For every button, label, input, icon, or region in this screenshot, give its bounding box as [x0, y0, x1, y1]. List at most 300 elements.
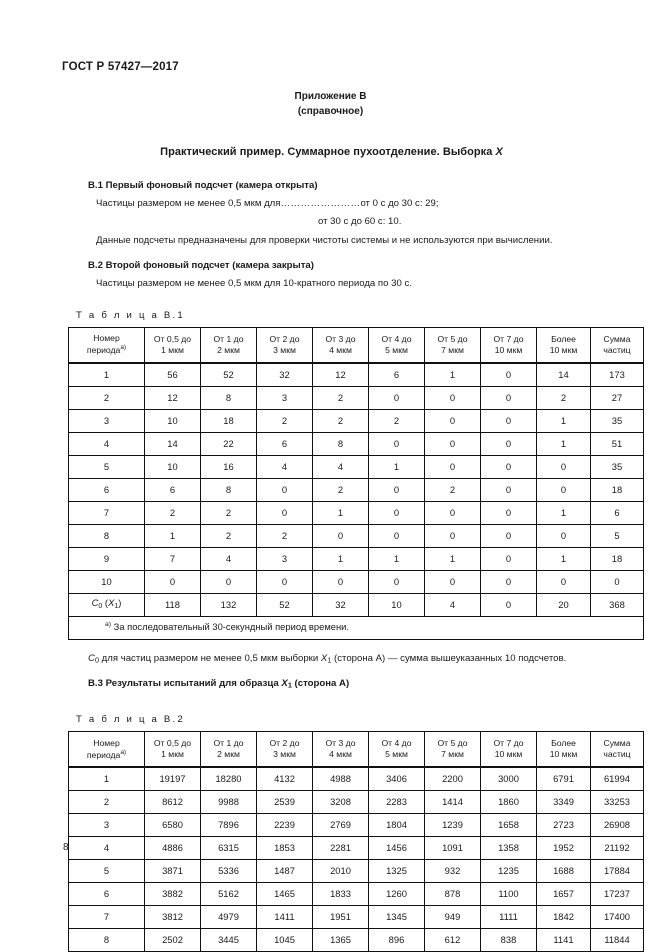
cell: 3871	[145, 859, 201, 882]
cell: 0	[313, 570, 369, 593]
cell: 5162	[201, 882, 257, 905]
cell: 0	[481, 478, 537, 501]
cell: 8612	[145, 790, 201, 813]
cell: 878	[425, 882, 481, 905]
cell: 2	[257, 524, 313, 547]
col-header-1-2-l1: От 1 до	[213, 333, 244, 344]
page-title-variable: X	[495, 146, 503, 158]
table-row	[69, 928, 644, 951]
cell: 4	[313, 455, 369, 478]
cell: 1	[313, 501, 369, 524]
cell: 27	[591, 386, 644, 409]
cell: 4132	[257, 767, 313, 790]
cell: 0	[481, 524, 537, 547]
cell: 0	[425, 386, 481, 409]
cell: 0	[481, 570, 537, 593]
cell: 3349	[537, 790, 591, 813]
cell: 2539	[257, 790, 313, 813]
table-b1-header-row	[69, 327, 644, 363]
col-header-total	[591, 731, 644, 767]
cell: 1	[369, 547, 425, 570]
cell: 6791	[537, 767, 591, 790]
cell: 3812	[145, 905, 201, 928]
section-b1-line3: Данные подсчеты предназначены для проверки чистоты системы и не используются при вычислении.	[96, 234, 553, 246]
col-header-total-l2: частиц	[603, 344, 631, 355]
cell: 1688	[537, 859, 591, 882]
cell: 1951	[313, 905, 369, 928]
col-header-1-2-l2: 2 мкм	[217, 344, 240, 355]
cell: 1487	[257, 859, 313, 882]
table-b2-head	[69, 731, 644, 767]
col-header-4-5-l1: От 4 до	[381, 333, 412, 344]
col-header-7-10-l2: 10 мкм	[494, 344, 523, 355]
col-header-0.5-1-l1: От 0,5 до	[153, 737, 192, 748]
cell: 1325	[369, 859, 425, 882]
b3-heading-var: X	[281, 678, 288, 690]
table-row	[69, 547, 644, 570]
cell: 3000	[481, 767, 537, 790]
page-title	[68, 146, 595, 158]
col-header-7-10	[481, 327, 537, 363]
col-header-3-4-l2: 4 мкм	[329, 748, 352, 759]
cell: 612	[425, 928, 481, 951]
cell: 1860	[481, 790, 537, 813]
col-header-7-10-l1: От 7 до	[493, 737, 524, 748]
cell: 1	[369, 455, 425, 478]
table-row	[69, 524, 644, 547]
cell: 0	[537, 455, 591, 478]
cell: 1	[537, 432, 591, 455]
cell: 1657	[537, 882, 591, 905]
c0-explanation	[68, 652, 595, 667]
cell: 2723	[537, 813, 591, 836]
footnote-marker: а)	[105, 621, 112, 629]
cell: 52	[201, 363, 257, 386]
cell: 8	[313, 432, 369, 455]
cell: 1239	[425, 813, 481, 836]
table-row	[69, 409, 644, 432]
cell: 0	[425, 455, 481, 478]
cell: 0	[257, 478, 313, 501]
table-row	[69, 836, 644, 859]
table-row	[69, 501, 644, 524]
cell: 52	[257, 593, 313, 616]
cell: 6	[69, 882, 145, 905]
cell: 0	[369, 432, 425, 455]
cell: 1345	[369, 905, 425, 928]
cell: 14	[145, 432, 201, 455]
cell: 0	[481, 501, 537, 524]
cell: 20	[537, 593, 591, 616]
cell: 10	[369, 593, 425, 616]
cell: 0	[481, 386, 537, 409]
cell: 838	[481, 928, 537, 951]
footnote-text: За последовательный 30-секундный период времени.	[111, 621, 350, 633]
cell: 2502	[145, 928, 201, 951]
cell: 1260	[369, 882, 425, 905]
cell: 0	[369, 570, 425, 593]
cell: 0	[257, 570, 313, 593]
col-header-0.5-1-l2: 1 мкм	[161, 344, 184, 355]
col-header-5-7-l1: От 5 до	[437, 333, 468, 344]
cell: 10	[69, 570, 145, 593]
summary-label-paren-open: (	[102, 597, 109, 609]
col-header-period-l2: периода	[86, 345, 121, 356]
cell: 3	[69, 813, 145, 836]
c0-text-end: (сторона A) — сумма вышеуказанных 10 подсчетов.	[331, 652, 567, 664]
cell: 8	[69, 524, 145, 547]
col-header-more-10	[537, 327, 591, 363]
col-header-period	[69, 731, 145, 767]
cell: 5	[591, 524, 644, 547]
b1-line1-dots: ……………………	[280, 198, 361, 209]
cell: 18	[591, 478, 644, 501]
cell: 18	[591, 547, 644, 570]
table-summary-row	[69, 593, 644, 616]
cell: 173	[591, 363, 644, 386]
cell: 3445	[201, 928, 257, 951]
running-head: ГОСТ Р 57427—2017	[62, 61, 179, 73]
cell: 2	[313, 409, 369, 432]
table-b1-caption: Т а б л и ц а В.1	[76, 309, 185, 321]
table-row	[69, 386, 644, 409]
cell: 0	[369, 501, 425, 524]
section-heading-b2: В.2 Второй фоновый подсчет (камера закрыта)	[88, 260, 314, 272]
cell: 1	[69, 363, 145, 386]
col-header-3-4-l2: 4 мкм	[329, 344, 352, 355]
cell: 2200	[425, 767, 481, 790]
col-header-2-3-l2: 3 мкм	[273, 344, 296, 355]
cell: 1414	[425, 790, 481, 813]
cell: 8	[201, 386, 257, 409]
cell: 1456	[369, 836, 425, 859]
col-header-2-3	[257, 327, 313, 363]
b1-line1-value: от 0 с до 30 с: 29;	[360, 198, 439, 209]
c0-variable-sub: 1	[327, 655, 332, 665]
cell: 10	[145, 409, 201, 432]
col-header-period	[69, 327, 145, 363]
page-content	[68, 146, 631, 952]
cell: 16	[201, 455, 257, 478]
table-row	[69, 813, 644, 836]
cell: 1	[537, 409, 591, 432]
cell: 3	[257, 386, 313, 409]
cell: 0	[369, 478, 425, 501]
cell: 2	[313, 478, 369, 501]
table-row	[69, 570, 644, 593]
col-header-period-l2: периода	[86, 749, 121, 760]
cell: 0	[537, 570, 591, 593]
cell: 6315	[201, 836, 257, 859]
cell: 0	[425, 409, 481, 432]
col-header-0.5-1-l1: От 0,5 до	[153, 333, 192, 344]
cell: 4886	[145, 836, 201, 859]
cell: 17400	[591, 905, 644, 928]
cell: 1	[537, 501, 591, 524]
cell: 2	[69, 790, 145, 813]
col-header-5-7	[425, 327, 481, 363]
cell: 18280	[201, 767, 257, 790]
cell: 1952	[537, 836, 591, 859]
b3-heading-suffix: (сторона A)	[291, 678, 350, 690]
cell: 0	[369, 524, 425, 547]
summary-label	[69, 593, 145, 616]
cell: 1658	[481, 813, 537, 836]
cell: 896	[369, 928, 425, 951]
cell: 0	[313, 524, 369, 547]
cell: 32	[257, 363, 313, 386]
col-header-7-10-l1: От 7 до	[493, 333, 524, 344]
cell: 1100	[481, 882, 537, 905]
cell: 1045	[257, 928, 313, 951]
table-b1	[68, 327, 644, 640]
cell: 118	[145, 593, 201, 616]
cell: 7896	[201, 813, 257, 836]
appendix-caption	[0, 90, 661, 119]
col-header-0.5-1	[145, 327, 201, 363]
cell: 1091	[425, 836, 481, 859]
summary-label-var: X	[108, 597, 115, 609]
col-header-total	[591, 327, 644, 363]
cell: 0	[591, 570, 644, 593]
cell: 6	[591, 501, 644, 524]
cell: 6	[145, 478, 201, 501]
cell: 0	[201, 570, 257, 593]
cell: 2	[201, 501, 257, 524]
table-row	[69, 859, 644, 882]
cell: 7	[145, 547, 201, 570]
cell: 2	[425, 478, 481, 501]
cell: 0	[481, 455, 537, 478]
cell: 2	[369, 409, 425, 432]
cell: 3	[257, 547, 313, 570]
cell: 3406	[369, 767, 425, 790]
col-header-4-5	[369, 731, 425, 767]
cell: 0	[257, 501, 313, 524]
cell: 1411	[257, 905, 313, 928]
summary-label-sub: 0	[98, 602, 103, 610]
cell: 2010	[313, 859, 369, 882]
col-header-2-3-l1: От 2 до	[269, 333, 300, 344]
cell: 8	[201, 478, 257, 501]
cell: 33253	[591, 790, 644, 813]
cell: 1235	[481, 859, 537, 882]
cell: 0	[481, 547, 537, 570]
b3-heading-var-sub: 1	[287, 680, 292, 690]
cell: 18	[201, 409, 257, 432]
cell: 2	[201, 524, 257, 547]
cell: 6580	[145, 813, 201, 836]
col-header-1-2-l2: 2 мкм	[217, 748, 240, 759]
cell: 0	[145, 570, 201, 593]
section-heading-b1: В.1 Первый фоновый подсчет (камера открыта)	[88, 180, 318, 191]
cell: 4979	[201, 905, 257, 928]
cell: 3	[69, 409, 145, 432]
col-header-3-4	[313, 327, 369, 363]
table-footnote-row	[69, 616, 644, 639]
table-b2	[68, 731, 644, 952]
cell: 12	[145, 386, 201, 409]
section-b1-line1	[68, 197, 595, 211]
cell: 1	[145, 524, 201, 547]
col-header-5-7	[425, 731, 481, 767]
cell: 32	[313, 593, 369, 616]
table-row	[69, 905, 644, 928]
cell: 21192	[591, 836, 644, 859]
cell: 3882	[145, 882, 201, 905]
cell: 2769	[313, 813, 369, 836]
section-heading-b3	[68, 678, 595, 690]
cell: 1	[537, 547, 591, 570]
table-row	[69, 432, 644, 455]
cell: 5	[69, 859, 145, 882]
cell: 3208	[313, 790, 369, 813]
cell: 368	[591, 593, 644, 616]
cell: 1141	[537, 928, 591, 951]
table-footnote	[69, 616, 644, 639]
summary-label-paren-close: )	[118, 597, 122, 609]
cell: 2283	[369, 790, 425, 813]
page-title-text: Практический пример. Суммарное пухоотделение. Выборка	[160, 146, 496, 158]
cell: 0	[369, 386, 425, 409]
col-header-total-l1: Сумма	[603, 333, 631, 344]
cell: 2	[69, 386, 145, 409]
col-header-period-sup: а)	[120, 344, 127, 352]
cell: 6	[69, 478, 145, 501]
cell: 2	[537, 386, 591, 409]
cell: 4988	[313, 767, 369, 790]
table-row	[69, 767, 644, 790]
cell: 7	[69, 905, 145, 928]
cell: 61994	[591, 767, 644, 790]
col-header-4-5	[369, 327, 425, 363]
col-header-total-l2: частиц	[603, 748, 631, 759]
col-header-7-10	[481, 731, 537, 767]
col-header-2-3-l2: 3 мкм	[273, 748, 296, 759]
cell: 9	[69, 547, 145, 570]
cell: 1465	[257, 882, 313, 905]
cell: 5	[69, 455, 145, 478]
col-header-more-10-l1: Более	[551, 333, 576, 344]
cell: 0	[425, 570, 481, 593]
c0-symbol: C	[88, 652, 95, 664]
cell: 0	[481, 409, 537, 432]
col-header-3-4-l1: От 3 до	[325, 333, 356, 344]
table-b2-caption: Т а б л и ц а В.2	[76, 713, 185, 725]
cell: 1842	[537, 905, 591, 928]
col-header-0.5-1	[145, 731, 201, 767]
c0-variable: X	[320, 652, 328, 664]
cell: 6	[369, 363, 425, 386]
cell: 7	[69, 501, 145, 524]
cell: 6	[257, 432, 313, 455]
table-row	[69, 882, 644, 905]
col-header-1-2	[201, 327, 257, 363]
col-header-3-4	[313, 731, 369, 767]
table-b2-header-row	[69, 731, 644, 767]
col-header-total-l1: Сумма	[603, 737, 631, 748]
cell: 0	[481, 593, 537, 616]
c0-text-mid: для частиц размером не менее 0,5 мкм выборки	[99, 652, 321, 664]
cell: 1	[69, 767, 145, 790]
cell: 4	[257, 455, 313, 478]
cell: 0	[481, 363, 537, 386]
cell: 4	[201, 547, 257, 570]
cell: 17237	[591, 882, 644, 905]
cell: 51	[591, 432, 644, 455]
cell: 17884	[591, 859, 644, 882]
table-row	[69, 363, 644, 386]
summary-label-c: C	[91, 597, 99, 609]
summary-label-var-sub: 1	[114, 602, 119, 610]
table-b2-body	[69, 767, 644, 951]
col-header-7-10-l2: 10 мкм	[494, 748, 523, 759]
col-header-2-3	[257, 731, 313, 767]
cell: 22	[201, 432, 257, 455]
cell: 2281	[313, 836, 369, 859]
col-header-5-7-l2: 7 мкм	[441, 344, 464, 355]
cell: 11844	[591, 928, 644, 951]
cell: 0	[425, 501, 481, 524]
cell: 14	[537, 363, 591, 386]
appendix-title: Приложение В	[294, 91, 367, 102]
appendix-subtitle: (справочное)	[297, 105, 364, 117]
col-header-2-3-l1: От 2 до	[269, 737, 300, 748]
cell: 1853	[257, 836, 313, 859]
table-row	[69, 478, 644, 501]
cell: 132	[201, 593, 257, 616]
cell: 1	[313, 547, 369, 570]
b3-heading-prefix: В.3 Результаты испытаний для образца	[88, 678, 282, 690]
cell: 4	[425, 593, 481, 616]
cell: 12	[313, 363, 369, 386]
cell: 26908	[591, 813, 644, 836]
col-header-5-7-l2: 7 мкм	[441, 748, 464, 759]
section-b1-line2: от 30 с до 60 с: 10.	[318, 216, 402, 228]
col-header-4-5-l1: От 4 до	[381, 737, 412, 748]
cell: 2239	[257, 813, 313, 836]
col-header-period-l1: Номер	[93, 737, 120, 748]
page-number: 8	[63, 842, 69, 853]
cell: 1804	[369, 813, 425, 836]
cell: 949	[425, 905, 481, 928]
c0-symbol-sub: 0	[94, 655, 99, 665]
col-header-0.5-1-l2: 1 мкм	[161, 748, 184, 759]
cell: 1	[425, 363, 481, 386]
cell: 0	[537, 478, 591, 501]
cell: 56	[145, 363, 201, 386]
cell: 10	[145, 455, 201, 478]
col-header-1-2	[201, 731, 257, 767]
cell: 1111	[481, 905, 537, 928]
col-header-1-2-l1: От 1 до	[213, 737, 244, 748]
cell: 35	[591, 409, 644, 432]
table-b1-body	[69, 363, 644, 639]
cell: 4	[69, 432, 145, 455]
cell: 0	[425, 432, 481, 455]
cell: 1358	[481, 836, 537, 859]
col-header-3-4-l1: От 3 до	[325, 737, 356, 748]
cell: 0	[425, 524, 481, 547]
col-header-4-5-l2: 5 мкм	[385, 344, 408, 355]
cell: 932	[425, 859, 481, 882]
cell: 1365	[313, 928, 369, 951]
col-header-more-10	[537, 731, 591, 767]
table-b1-head	[69, 327, 644, 363]
cell: 1833	[313, 882, 369, 905]
cell: 0	[481, 432, 537, 455]
table-row	[69, 455, 644, 478]
